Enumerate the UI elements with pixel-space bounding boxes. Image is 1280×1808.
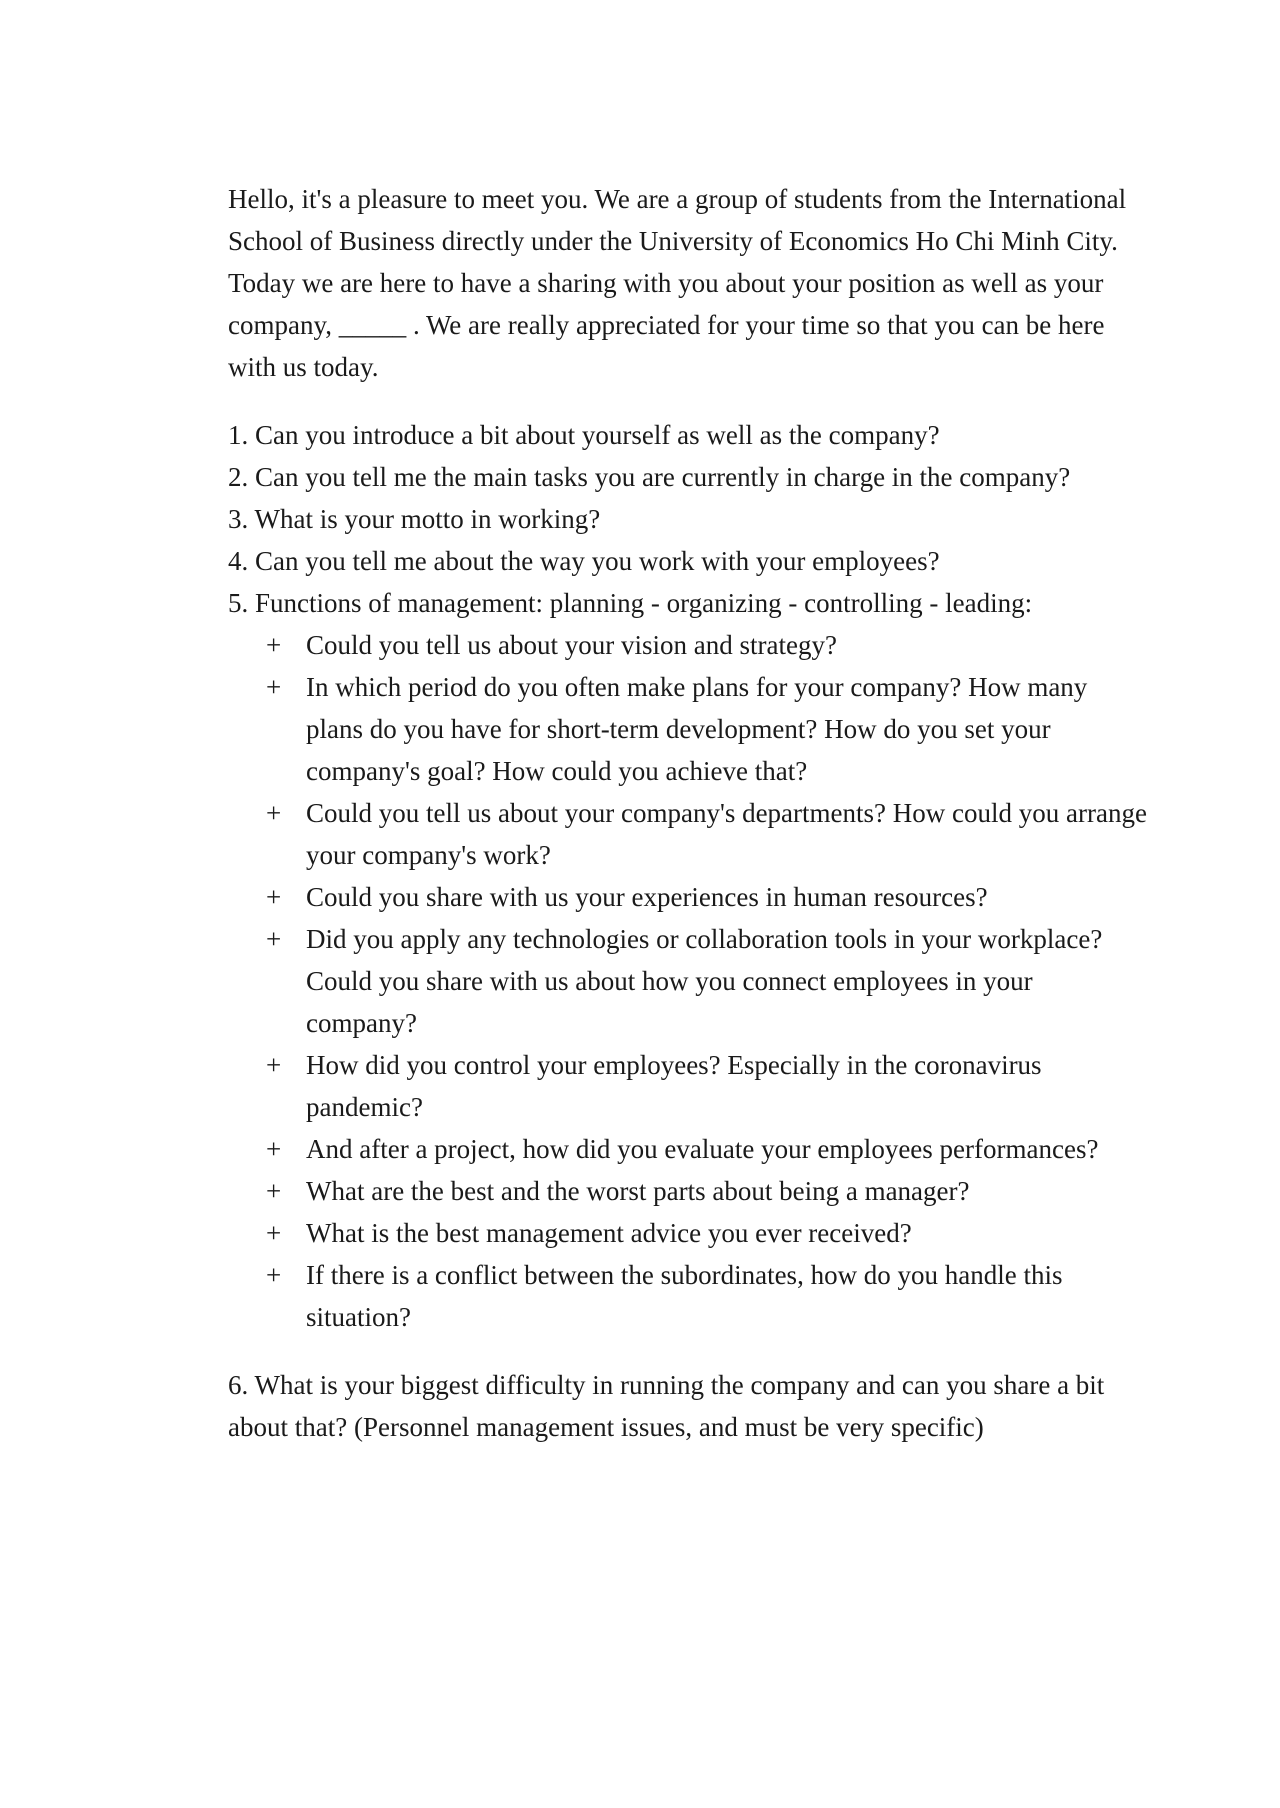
sub-question-text: Could you tell us about your vision and strategy? — [306, 630, 837, 660]
plus-bullet-icon: + — [266, 924, 282, 954]
sub-question — [228, 624, 1148, 666]
plus-bullet-icon: + — [266, 1134, 282, 1164]
management-sub-questions — [228, 624, 1148, 1338]
sub-question-text: Did you apply any technologies or collaboration tools in your workplace? Could you share with us about how you connect employees in your company? — [306, 924, 1103, 1038]
sub-question-text: How did you control your employees? Especially in the coronavirus pandemic? — [306, 1050, 1042, 1122]
sub-question-text: Could you share with us your experiences in human resources? — [306, 882, 988, 912]
sub-question-text: If there is a conflict between the subordinates, how do you handle this situation? — [306, 1260, 1063, 1332]
sub-question-text: And after a project, how did you evaluate your employees performances? — [306, 1134, 1099, 1164]
sub-question — [228, 876, 1148, 918]
question-5-text: 5. Functions of management: planning - organizing - controlling - leading: — [228, 588, 1033, 618]
sub-question-text: In which period do you often make plans for your company? How many plans do you have for short-term development? How do you set your company's goal? How could you achieve that? — [306, 672, 1088, 786]
sub-question — [228, 918, 1148, 1044]
plus-bullet-icon: + — [266, 798, 282, 828]
plus-bullet-icon: + — [266, 672, 282, 702]
sub-question — [228, 1044, 1148, 1128]
question-6: 6. What is your biggest difficulty in running the company and can you share a bit about that? (Personnel management issues, and must be very specific) — [228, 1370, 1105, 1442]
question-5 — [228, 582, 1148, 1338]
plus-bullet-icon: + — [266, 882, 282, 912]
question-2: 2. Can you tell me the main tasks you are currently in charge in the company? — [228, 462, 1071, 492]
sub-question-text: What is the best management advice you ever received? — [306, 1218, 912, 1248]
sub-question — [228, 666, 1148, 792]
plus-bullet-icon: + — [266, 1260, 282, 1290]
sub-question — [228, 1128, 1148, 1170]
plus-bullet-icon: + — [266, 1218, 282, 1248]
sub-question — [228, 1254, 1148, 1338]
plus-bullet-icon: + — [266, 1176, 282, 1206]
plus-bullet-icon: + — [266, 1050, 282, 1080]
sub-question — [228, 1212, 1148, 1254]
sub-question — [228, 1170, 1148, 1212]
plus-bullet-icon: + — [266, 630, 282, 660]
question-3: 3. What is your motto in working? — [228, 504, 601, 534]
intro-paragraph: Hello, it's a pleasure to meet you. We are a group of students from the International School of Business directly under the University of Economics Ho Chi Minh City. Today we are here to have a sharing with you about your position as well as your company, _____ . We are really appreciated for your time so that you can be here with us today. — [228, 184, 1127, 382]
question-list — [228, 414, 1148, 1338]
document-page — [228, 178, 1148, 1448]
question-4: 4. Can you tell me about the way you work with your employees? — [228, 546, 940, 576]
sub-question — [228, 792, 1148, 876]
question-1: 1. Can you introduce a bit about yourself as well as the company? — [228, 420, 940, 450]
sub-question-text: Could you tell us about your company's departments? How could you arrange your company's work? — [306, 798, 1147, 870]
sub-question-text: What are the best and the worst parts about being a manager? — [306, 1176, 970, 1206]
